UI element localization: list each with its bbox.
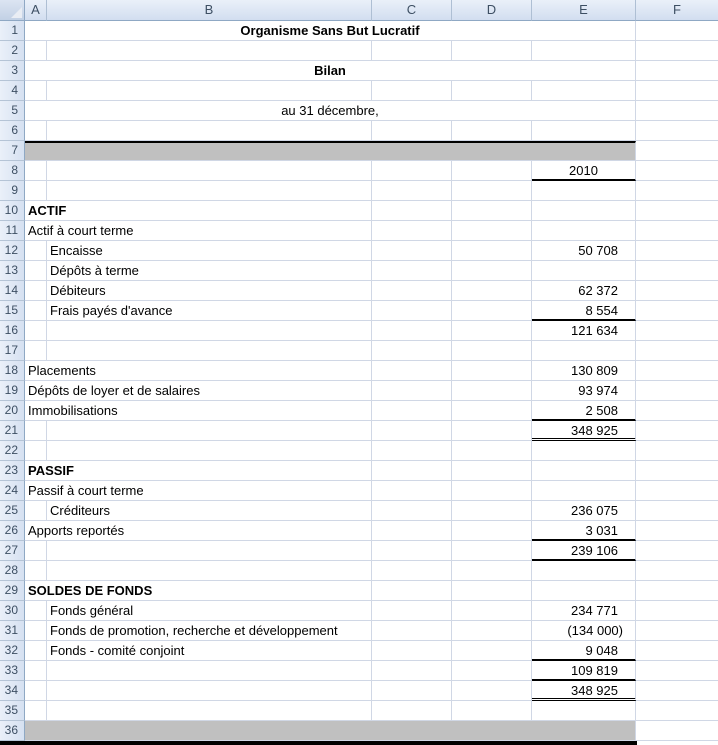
row-header-8[interactable]: 8	[0, 161, 25, 181]
label-cell-b14[interactable]: Débiteurs	[47, 281, 372, 301]
cell-d17[interactable]	[452, 341, 532, 361]
cell-d28[interactable]	[452, 561, 532, 581]
cell-c25[interactable]	[372, 501, 452, 521]
cell-d9[interactable]	[452, 181, 532, 201]
cell-d26[interactable]	[452, 521, 532, 541]
cell-f22[interactable]	[636, 441, 718, 461]
cell-d4[interactable]	[452, 81, 532, 101]
value-cell-e23[interactable]	[532, 461, 636, 481]
label-cell-b16[interactable]	[47, 321, 372, 341]
sheet-row-31	[0, 621, 718, 641]
cell-c6[interactable]	[372, 121, 452, 141]
row-header-30[interactable]: 30	[0, 601, 25, 621]
cell-f24[interactable]	[636, 481, 718, 501]
cell-d6[interactable]	[452, 121, 532, 141]
label-cell-b9[interactable]	[47, 181, 372, 201]
sheet-row-4	[0, 81, 718, 101]
row-header-5[interactable]: 5	[0, 101, 25, 121]
value-cell-e34[interactable]: 348 925	[532, 681, 636, 701]
value-cell-e25[interactable]: 236 075	[532, 501, 636, 521]
cell-c28[interactable]	[372, 561, 452, 581]
row-header-28[interactable]: 28	[0, 561, 25, 581]
cell-d16[interactable]	[452, 321, 532, 341]
select-all-triangle-icon	[11, 7, 22, 18]
cell-c4[interactable]	[372, 81, 452, 101]
sheet-row-2	[0, 41, 718, 61]
cell-d32[interactable]	[452, 641, 532, 661]
sheet-row-32	[0, 641, 718, 661]
row-header-33[interactable]: 33	[0, 661, 25, 681]
sheet-row-17	[0, 341, 718, 361]
sheet-row-9	[0, 181, 718, 201]
label-cell-b21[interactable]	[47, 421, 372, 441]
cell-f5[interactable]	[636, 101, 718, 121]
row-header-21[interactable]: 21	[0, 421, 25, 441]
cell-c16[interactable]	[372, 321, 452, 341]
label-cell-a29[interactable]: SOLDES DE FONDS	[25, 581, 372, 601]
label-cell-a19[interactable]: Dépôts de loyer et de salaires	[25, 381, 372, 401]
cell-f6[interactable]	[636, 121, 718, 141]
cell-a27[interactable]	[25, 541, 47, 561]
cell-a8[interactable]	[25, 161, 47, 181]
label-cell-b8[interactable]	[47, 161, 372, 181]
cell-a34[interactable]	[25, 681, 47, 701]
cell-f20[interactable]	[636, 401, 718, 421]
sheet-row-20	[0, 401, 718, 421]
cell-f14[interactable]	[636, 281, 718, 301]
sheet-row-35	[0, 701, 718, 721]
row-header-36[interactable]: 36	[0, 721, 25, 741]
sheet-row-1	[0, 21, 718, 41]
label-cell-a11[interactable]: Actif à court terme	[25, 221, 372, 241]
row-header-3[interactable]: 3	[0, 61, 25, 81]
cell-a22[interactable]	[25, 441, 47, 461]
sheet-row-16	[0, 321, 718, 341]
cell-f2[interactable]	[636, 41, 718, 61]
row-header-29[interactable]: 29	[0, 581, 25, 601]
cell-c14[interactable]	[372, 281, 452, 301]
cell-f10[interactable]	[636, 201, 718, 221]
cell-f13[interactable]	[636, 261, 718, 281]
cell-f26[interactable]	[636, 521, 718, 541]
cell-c34[interactable]	[372, 681, 452, 701]
cell-f35[interactable]	[636, 701, 718, 721]
cell-a12[interactable]	[25, 241, 47, 261]
cell-a31[interactable]	[25, 621, 47, 641]
cell-d19[interactable]	[452, 381, 532, 401]
row-header-25[interactable]: 25	[0, 501, 25, 521]
value-cell-e6[interactable]	[532, 121, 636, 141]
value-cell-e33[interactable]: 109 819	[532, 661, 636, 681]
sheet-row-15	[0, 301, 718, 321]
row-header-14[interactable]: 14	[0, 281, 25, 301]
value-cell-e28[interactable]	[532, 561, 636, 581]
row-header-20[interactable]: 20	[0, 401, 25, 421]
label-cell-b30[interactable]: Fonds général	[47, 601, 372, 621]
cell-d30[interactable]	[452, 601, 532, 621]
cell-c26[interactable]	[372, 521, 452, 541]
cell-c23[interactable]	[372, 461, 452, 481]
cell-d22[interactable]	[452, 441, 532, 461]
sheet-bottom-edge	[0, 741, 637, 745]
row-header-19[interactable]: 19	[0, 381, 25, 401]
row-header-2[interactable]: 2	[0, 41, 25, 61]
label-cell-b17[interactable]	[47, 341, 372, 361]
sheet-row-6	[0, 121, 718, 141]
column-header-b[interactable]: B	[47, 0, 372, 21]
label-cell-b33[interactable]	[47, 661, 372, 681]
sheet-row-5	[0, 101, 718, 121]
cell-c30[interactable]	[372, 601, 452, 621]
cell-f3[interactable]	[636, 61, 718, 81]
value-cell-e15[interactable]: 8 554	[532, 301, 636, 321]
cell-d23[interactable]	[452, 461, 532, 481]
cell-c33[interactable]	[372, 661, 452, 681]
label-cell-b2[interactable]	[47, 41, 372, 61]
value-cell-e9[interactable]	[532, 181, 636, 201]
sheet-row-34	[0, 681, 718, 701]
cell-d15[interactable]	[452, 301, 532, 321]
sheet-row-29	[0, 581, 718, 601]
cell-d20[interactable]	[452, 401, 532, 421]
cell-d13[interactable]	[452, 261, 532, 281]
row-header-6[interactable]: 6	[0, 121, 25, 141]
row-header-27[interactable]: 27	[0, 541, 25, 561]
cell-f17[interactable]	[636, 341, 718, 361]
sheet-row-26	[0, 521, 718, 541]
cell-c20[interactable]	[372, 401, 452, 421]
label-cell-b12[interactable]: Encaisse	[47, 241, 372, 261]
value-cell-e22[interactable]	[532, 441, 636, 461]
row-header-13[interactable]: 13	[0, 261, 25, 281]
value-cell-e12[interactable]: 50 708	[532, 241, 636, 261]
cell-d35[interactable]	[452, 701, 532, 721]
row-header-26[interactable]: 26	[0, 521, 25, 541]
row-header-23[interactable]: 23	[0, 461, 25, 481]
cell-a16[interactable]	[25, 321, 47, 341]
cell-f36[interactable]	[636, 721, 718, 741]
cell-f31[interactable]	[636, 621, 718, 641]
cell-c35[interactable]	[372, 701, 452, 721]
cell-c24[interactable]	[372, 481, 452, 501]
cell-a14[interactable]	[25, 281, 47, 301]
cell-f32[interactable]	[636, 641, 718, 661]
cell-a28[interactable]	[25, 561, 47, 581]
row-header-9[interactable]: 9	[0, 181, 25, 201]
gray-band-cell[interactable]	[25, 721, 636, 741]
sheet-row-3	[0, 61, 718, 81]
row-header-18[interactable]: 18	[0, 361, 25, 381]
cell-c2[interactable]	[372, 41, 452, 61]
cell-d31[interactable]	[452, 621, 532, 641]
cell-f8[interactable]	[636, 161, 718, 181]
cell-c15[interactable]	[372, 301, 452, 321]
label-cell-b34[interactable]	[47, 681, 372, 701]
cell-a15[interactable]	[25, 301, 47, 321]
cell-a17[interactable]	[25, 341, 47, 361]
cell-d34[interactable]	[452, 681, 532, 701]
cell-c12[interactable]	[372, 241, 452, 261]
cell-f33[interactable]	[636, 661, 718, 681]
cell-c22[interactable]	[372, 441, 452, 461]
cell-a21[interactable]	[25, 421, 47, 441]
cell-f7[interactable]	[636, 141, 718, 161]
cell-a35[interactable]	[25, 701, 47, 721]
cell-f18[interactable]	[636, 361, 718, 381]
label-cell-a26[interactable]: Apports reportés	[25, 521, 372, 541]
sheet-row-25	[0, 501, 718, 521]
cell-c11[interactable]	[372, 221, 452, 241]
cell-c17[interactable]	[372, 341, 452, 361]
sheet-row-27	[0, 541, 718, 561]
sheet-row-14	[0, 281, 718, 301]
cell-c9[interactable]	[372, 181, 452, 201]
sheet-row-21	[0, 421, 718, 441]
sheet-row-19	[0, 381, 718, 401]
sheet-row-30	[0, 601, 718, 621]
label-cell-a10[interactable]: ACTIF	[25, 201, 372, 221]
sheet-row-23	[0, 461, 718, 481]
value-cell-e35[interactable]	[532, 701, 636, 721]
value-cell-e27[interactable]: 239 106	[532, 541, 636, 561]
sheet-row-22	[0, 441, 718, 461]
sheet-row-33	[0, 661, 718, 681]
cell-f27[interactable]	[636, 541, 718, 561]
column-header-e[interactable]: E	[532, 0, 636, 21]
value-cell-e19[interactable]: 93 974	[532, 381, 636, 401]
cell-d27[interactable]	[452, 541, 532, 561]
value-cell-e17[interactable]	[532, 341, 636, 361]
cell-a30[interactable]	[25, 601, 47, 621]
value-cell-e10[interactable]	[532, 201, 636, 221]
title-cell-1[interactable]: Organisme Sans But Lucratif	[25, 21, 636, 41]
row-header-32[interactable]: 32	[0, 641, 25, 661]
label-cell-b13[interactable]: Dépôts à terme	[47, 261, 372, 281]
cell-f11[interactable]	[636, 221, 718, 241]
cell-f9[interactable]	[636, 181, 718, 201]
value-cell-e30[interactable]: 234 771	[532, 601, 636, 621]
label-cell-b27[interactable]	[47, 541, 372, 561]
cell-f12[interactable]	[636, 241, 718, 261]
sheet-row-28	[0, 561, 718, 581]
value-cell-e29[interactable]	[532, 581, 636, 601]
cell-c10[interactable]	[372, 201, 452, 221]
title-cell-3[interactable]: Bilan	[25, 61, 636, 81]
cell-c13[interactable]	[372, 261, 452, 281]
cell-f25[interactable]	[636, 501, 718, 521]
value-cell-e4[interactable]	[532, 81, 636, 101]
cell-f1[interactable]	[636, 21, 718, 41]
row-header-15[interactable]: 15	[0, 301, 25, 321]
cell-d11[interactable]	[452, 221, 532, 241]
sheet-row-18	[0, 361, 718, 381]
label-cell-b32[interactable]: Fonds - comité conjoint	[47, 641, 372, 661]
cell-f16[interactable]	[636, 321, 718, 341]
value-cell-e11[interactable]	[532, 221, 636, 241]
cell-c29[interactable]	[372, 581, 452, 601]
value-cell-e2[interactable]	[532, 41, 636, 61]
cell-d10[interactable]	[452, 201, 532, 221]
cell-a13[interactable]	[25, 261, 47, 281]
cell-a9[interactable]	[25, 181, 47, 201]
label-cell-b31[interactable]: Fonds de promotion, recherche et développement	[47, 621, 372, 641]
row-header-22[interactable]: 22	[0, 441, 25, 461]
label-cell-a18[interactable]: Placements	[25, 361, 372, 381]
sheet-row-13	[0, 261, 718, 281]
row-header-16[interactable]: 16	[0, 321, 25, 341]
cell-d12[interactable]	[452, 241, 532, 261]
row-header-35[interactable]: 35	[0, 701, 25, 721]
cell-d25[interactable]	[452, 501, 532, 521]
cell-d8[interactable]	[452, 161, 532, 181]
sheet-row-12	[0, 241, 718, 261]
cell-c27[interactable]	[372, 541, 452, 561]
row-header-11[interactable]: 11	[0, 221, 25, 241]
cell-c31[interactable]	[372, 621, 452, 641]
sheet-row-36	[0, 721, 718, 741]
cell-a6[interactable]	[25, 121, 47, 141]
cell-f4[interactable]	[636, 81, 718, 101]
cell-c21[interactable]	[372, 421, 452, 441]
cell-f28[interactable]	[636, 561, 718, 581]
cell-c8[interactable]	[372, 161, 452, 181]
label-cell-b35[interactable]	[47, 701, 372, 721]
value-cell-e16[interactable]: 121 634	[532, 321, 636, 341]
label-cell-b25[interactable]: Créditeurs	[47, 501, 372, 521]
sheet-row-24	[0, 481, 718, 501]
label-cell-b15[interactable]: Frais payés d'avance	[47, 301, 372, 321]
label-cell-a20[interactable]: Immobilisations	[25, 401, 372, 421]
cell-d14[interactable]	[452, 281, 532, 301]
cell-a33[interactable]	[25, 661, 47, 681]
cell-d33[interactable]	[452, 661, 532, 681]
label-cell-b28[interactable]	[47, 561, 372, 581]
label-cell-a24[interactable]: Passif à court terme	[25, 481, 372, 501]
row-header-34[interactable]: 34	[0, 681, 25, 701]
column-header-row	[0, 0, 718, 21]
label-cell-b6[interactable]	[47, 121, 372, 141]
row-header-1[interactable]: 1	[0, 21, 25, 41]
column-header-d[interactable]: D	[452, 0, 532, 21]
cell-c19[interactable]	[372, 381, 452, 401]
value-cell-e21[interactable]: 348 925	[532, 421, 636, 441]
title-cell-5[interactable]: au 31 décembre,	[25, 101, 636, 121]
value-cell-e14[interactable]: 62 372	[532, 281, 636, 301]
column-header-f[interactable]: F	[636, 0, 718, 21]
column-header-a[interactable]: A	[25, 0, 47, 21]
value-cell-e20[interactable]: 2 508	[532, 401, 636, 421]
sheet-row-8	[0, 161, 718, 181]
cell-f30[interactable]	[636, 601, 718, 621]
cell-d29[interactable]	[452, 581, 532, 601]
value-cell-e26[interactable]: 3 031	[532, 521, 636, 541]
cell-d24[interactable]	[452, 481, 532, 501]
cell-f15[interactable]	[636, 301, 718, 321]
cell-d18[interactable]	[452, 361, 532, 381]
cell-f29[interactable]	[636, 581, 718, 601]
cell-f23[interactable]	[636, 461, 718, 481]
row-header-10[interactable]: 10	[0, 201, 25, 221]
sheet-row-7	[0, 141, 718, 161]
cell-c18[interactable]	[372, 361, 452, 381]
column-header-c[interactable]: C	[372, 0, 452, 21]
row-header-24[interactable]: 24	[0, 481, 25, 501]
select-all-corner[interactable]	[0, 0, 25, 21]
value-cell-e24[interactable]	[532, 481, 636, 501]
sheet-row-10	[0, 201, 718, 221]
label-cell-b4[interactable]	[47, 81, 372, 101]
row-header-31[interactable]: 31	[0, 621, 25, 641]
cell-a2[interactable]	[25, 41, 47, 61]
row-header-12[interactable]: 12	[0, 241, 25, 261]
value-cell-e32[interactable]: 9 048	[532, 641, 636, 661]
cell-f34[interactable]	[636, 681, 718, 701]
label-cell-b22[interactable]	[47, 441, 372, 461]
row-header-4[interactable]: 4	[0, 81, 25, 101]
cell-a25[interactable]	[25, 501, 47, 521]
cell-a4[interactable]	[25, 81, 47, 101]
cell-d21[interactable]	[452, 421, 532, 441]
value-cell-e13[interactable]	[532, 261, 636, 281]
cell-d2[interactable]	[452, 41, 532, 61]
cell-a32[interactable]	[25, 641, 47, 661]
row-header-17[interactable]: 17	[0, 341, 25, 361]
gray-band-cell[interactable]	[25, 141, 636, 161]
value-cell-e31[interactable]: (134 000)	[532, 621, 636, 641]
cell-f19[interactable]	[636, 381, 718, 401]
cell-f21[interactable]	[636, 421, 718, 441]
label-cell-a23[interactable]: PASSIF	[25, 461, 372, 481]
value-cell-e18[interactable]: 130 809	[532, 361, 636, 381]
sheet-row-11	[0, 221, 718, 241]
cell-c32[interactable]	[372, 641, 452, 661]
value-cell-e8[interactable]: 2010	[532, 161, 636, 181]
row-header-7[interactable]: 7	[0, 141, 25, 161]
